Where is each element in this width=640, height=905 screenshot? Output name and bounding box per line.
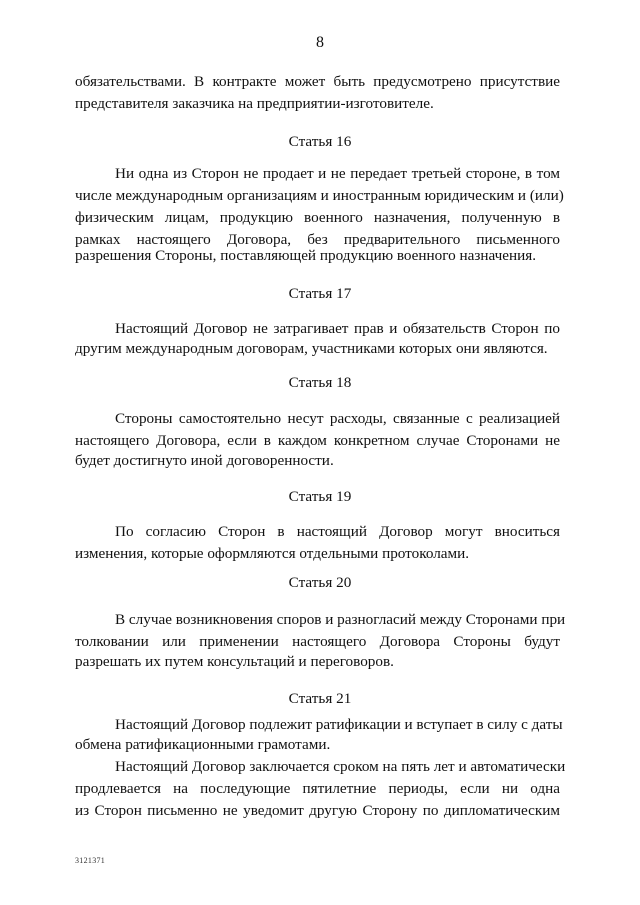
text-line: толковании или применении настоящего Договора Стороны будут: [75, 633, 560, 650]
page-number: 8: [316, 34, 324, 51]
text-line: Ни одна из Сторон не продает и не передает третьей стороне, в том: [115, 165, 560, 182]
text-line: рамках настоящего Договора, без предварительного письменного: [75, 231, 560, 248]
text-line: Настоящий Договор не затрагивает прав и обязательств Сторон по: [115, 320, 560, 337]
article-heading: Статья 17: [288, 285, 352, 302]
text-line: разрешать их путем консультаций и переговоров.: [75, 653, 394, 670]
article-heading: Статья 16: [288, 133, 352, 150]
text-line: изменения, которые оформляются отдельными протоколами.: [75, 545, 470, 562]
article-heading: Статья 19: [288, 488, 352, 505]
article-heading: Статья 18: [288, 374, 352, 391]
text-line: настоящего Договора, если в каждом конкретном случае Сторонами не: [75, 432, 560, 449]
text-line: В случае возникновения споров и разногласий между Сторонами при: [115, 611, 566, 628]
text-line: обязательствами. В контракте может быть предусмотрено присутствие: [75, 73, 560, 90]
text-line: будет достигнуто иной договоренности.: [75, 452, 334, 469]
text-line: из Сторон письменно не уведомит другую Сторону по дипломатическим: [75, 802, 560, 819]
text-line: обмена ратификационными грамотами.: [75, 736, 331, 753]
text-line: физическим лицам, продукцию военного назначения, полученную в: [75, 209, 560, 226]
text-line: другим международным договорам, участниками которых они являются.: [75, 340, 548, 357]
text-line: числе международным организациям и иностранным юридическим и (или): [75, 187, 564, 204]
text-line: разрешения Стороны, поставляющей продукцию военного назначения.: [75, 247, 537, 264]
text-line: Настоящий Договор подлежит ратификации и вступает в силу с даты: [115, 716, 563, 733]
article-heading: Статья 20: [288, 574, 352, 591]
text-line: Настоящий Договор заключается сроком на пять лет и автоматически: [115, 758, 566, 775]
text-line: представителя заказчика на предприятии-изготовителе.: [75, 95, 434, 112]
article-heading: Статья 21: [288, 690, 352, 707]
text-line: продлевается на последующие пятилетние периоды, если ни одна: [75, 780, 560, 797]
text-line: По согласию Сторон в настоящий Договор могут вноситься: [115, 523, 560, 540]
text-line: Стороны самостоятельно несут расходы, связанные с реализацией: [115, 410, 560, 427]
footer-code: 3121371: [75, 856, 106, 865]
